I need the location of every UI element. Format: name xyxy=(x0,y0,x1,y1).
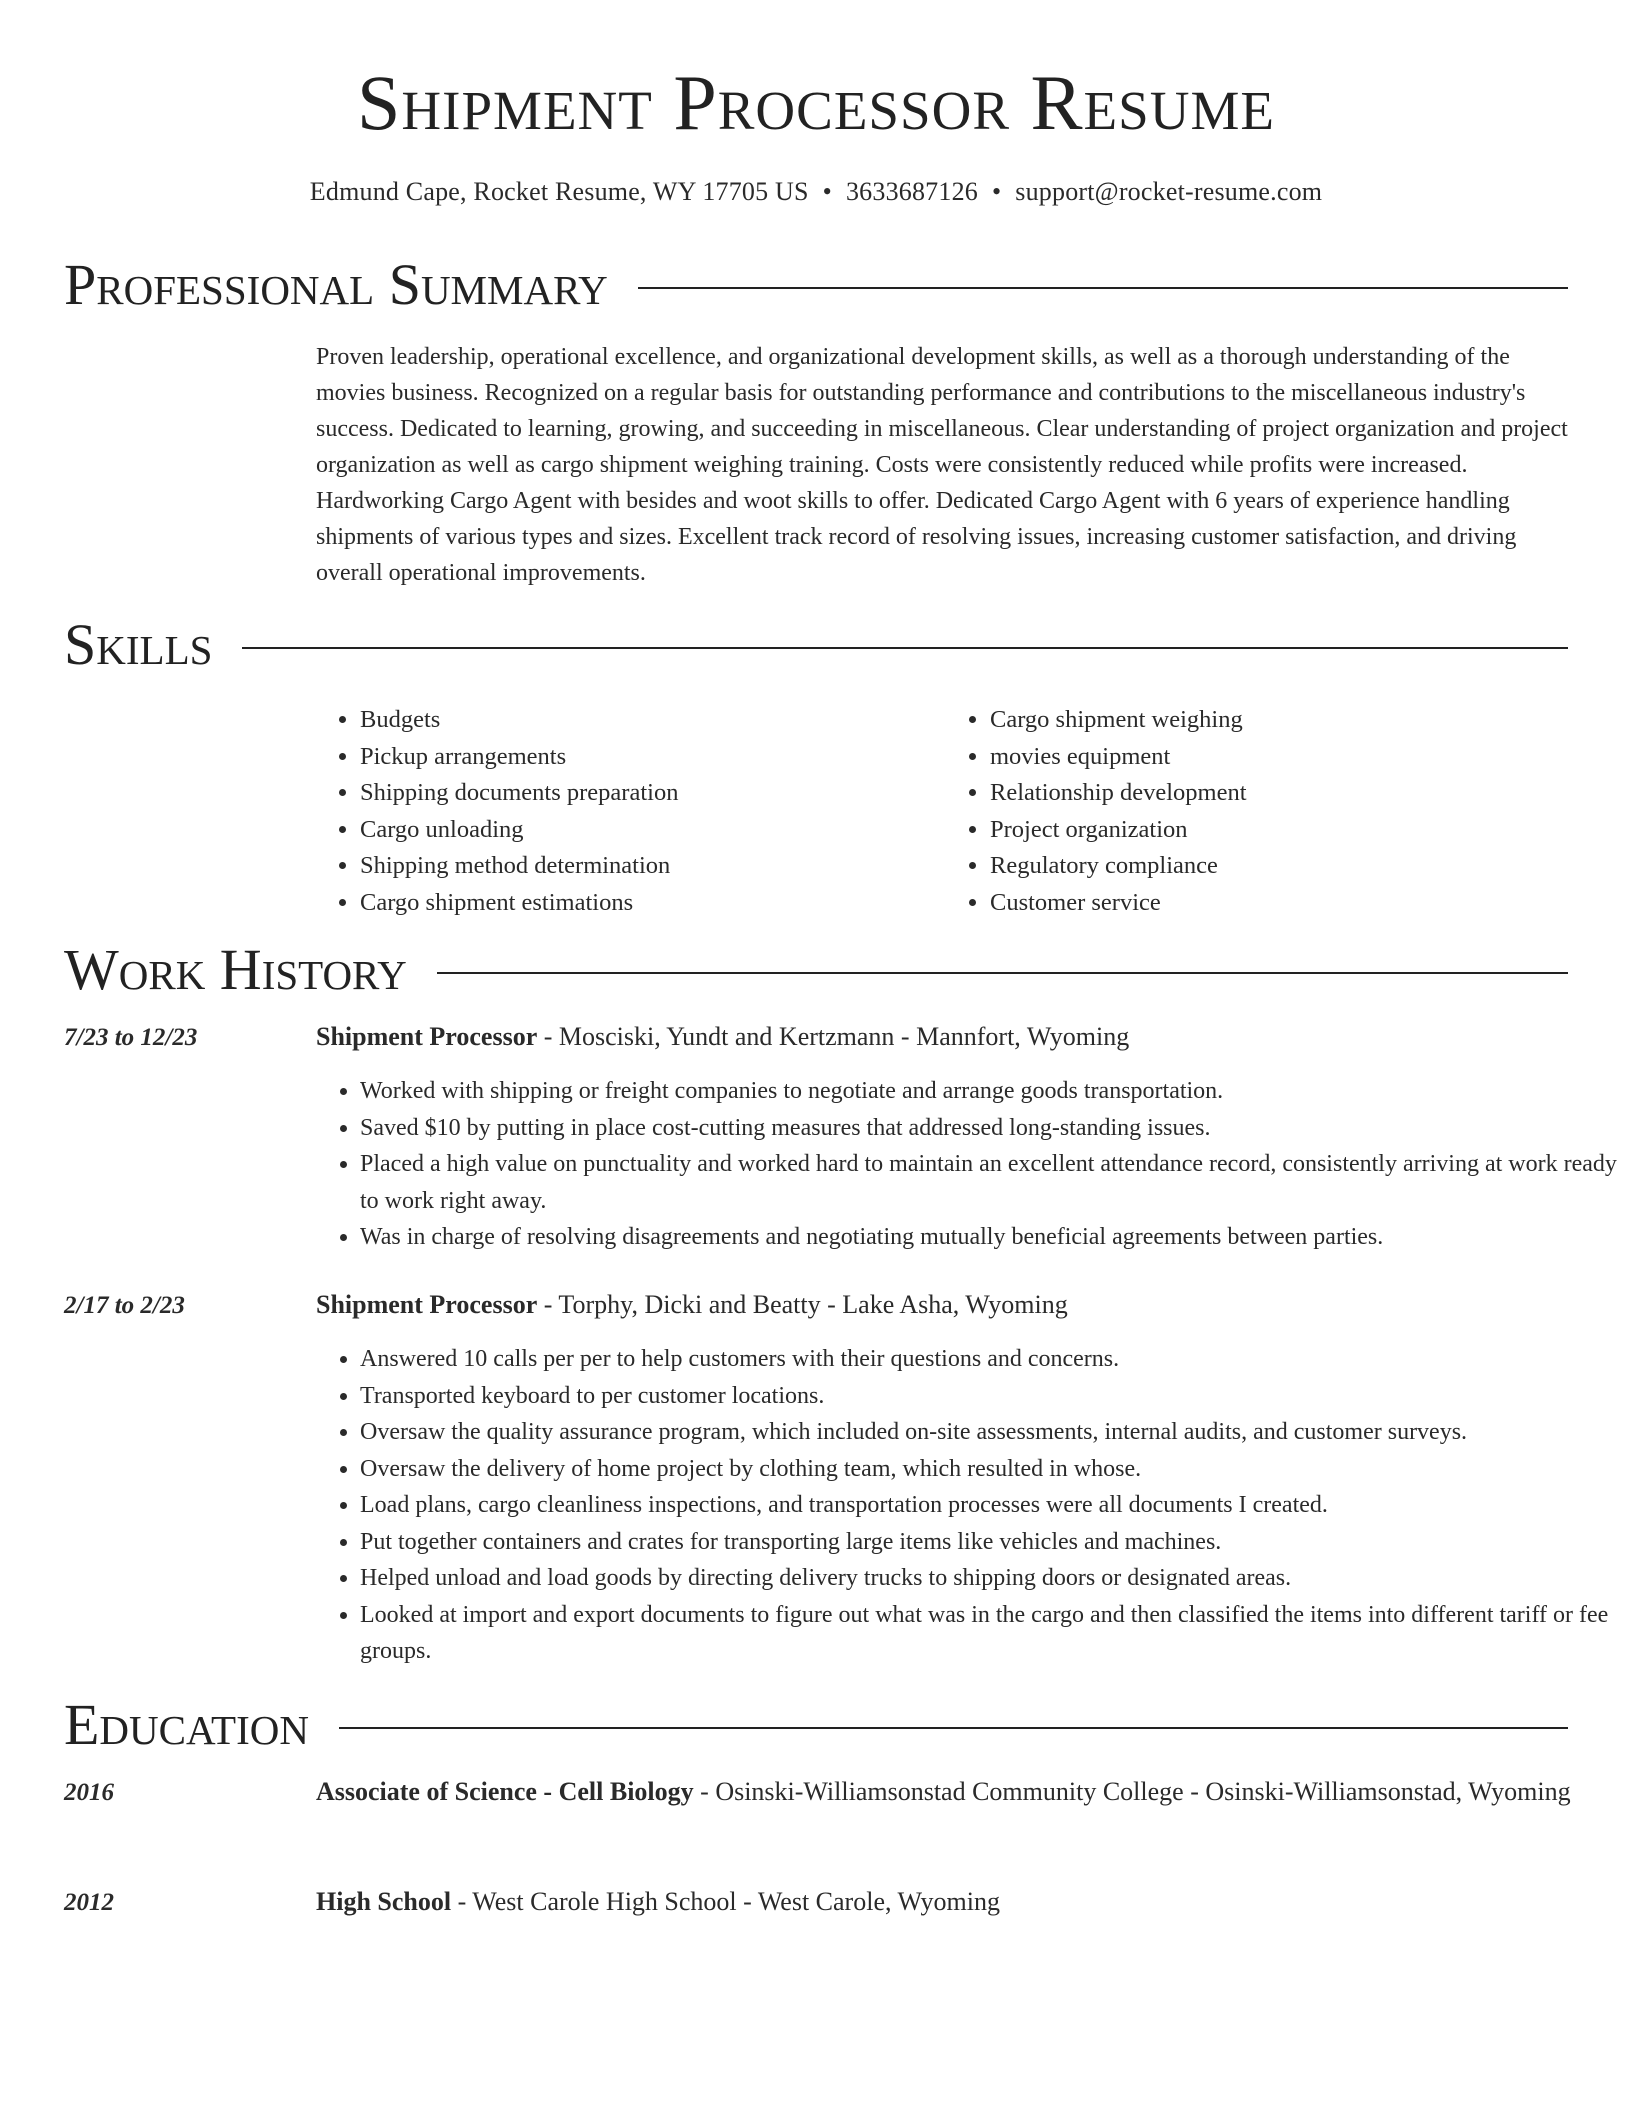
section-title: Work History xyxy=(64,937,407,1002)
job-employer: - Mosciski, Yundt and Kertzmann - Mannfort, Wyoming xyxy=(537,1022,1130,1051)
skill-item: • Relationship development xyxy=(990,775,1576,812)
section-title: Professional Summary xyxy=(64,252,608,317)
job-bullet: • Transported keyboard to per customer locations. xyxy=(360,1378,1620,1415)
contact-line xyxy=(0,174,1632,210)
education-school: - West Carole High School - West Carole, Wyoming xyxy=(451,1887,1000,1916)
contact-address: Edmund Cape, Rocket Resume, WY 17705 US xyxy=(309,177,809,206)
job-heading xyxy=(316,1285,1576,1325)
job-bullet: • Answered 10 calls per per to help customers with their questions and concerns. xyxy=(360,1341,1620,1378)
job-title: Shipment Processor xyxy=(316,1290,538,1319)
summary-text: Proven leadership, operational excellence, and organizational development skills, as well as a thorough understanding of the movies business. Recognized on a regular basis for outstanding performance and contributions to the miscellaneous industry's success. Dedicated to learning, growing, and succeeding in miscellaneous. Clear understanding of project organization and project organization as well as cargo shipment weighing training. Costs were consistently reduced while profits were increased. Hardworking Cargo Agent with besides and woot skills to offer. Dedicated Cargo Agent with 6 years of experience handling shipments of various types and sizes. Excellent track record of resolving issues, increasing customer satisfaction, and driving overall operational improvements. xyxy=(316,344,1568,586)
job-bullet: • Worked with shipping or freight companies to negotiate and arrange goods transportation. xyxy=(360,1073,1620,1110)
section-skills-header xyxy=(64,610,1568,680)
separator-dot: • xyxy=(822,177,832,206)
job-heading xyxy=(316,1017,1576,1057)
job-title: Shipment Processor xyxy=(316,1022,538,1051)
section-work-header xyxy=(64,935,1568,1005)
education-degree: Associate of Science - Cell Biology xyxy=(316,1777,694,1806)
job-bullets xyxy=(316,1073,1620,1256)
job-bullets xyxy=(316,1341,1620,1670)
skill-item: • Customer service xyxy=(990,885,1576,922)
skills-column-right xyxy=(946,702,1576,921)
skill-item: • Pickup arrangements xyxy=(360,739,946,776)
skills-list xyxy=(316,702,1576,921)
section-title: Skills xyxy=(64,612,213,677)
job-dates: 7/23 to 12/23 xyxy=(64,1024,198,1051)
job-bullet: • Saved $10 by putting in place cost-cutting measures that addressed long-standing issues. xyxy=(360,1110,1620,1147)
skill-item: • Cargo shipment weighing xyxy=(990,702,1576,739)
job-bullet: • Placed a high value on punctuality and worked hard to maintain an excellent attendance record, consistently arriving at work ready to work right away. xyxy=(360,1146,1620,1219)
education-school: - Osinski-Williamsonstad Community College - Osinski-Williamsonstad, Wyoming xyxy=(693,1777,1571,1806)
skill-item: • Cargo shipment estimations xyxy=(360,885,946,922)
section-rule xyxy=(638,287,1568,289)
skill-item: • Cargo unloading xyxy=(360,812,946,849)
skills-column-left xyxy=(316,702,946,921)
skill-item: • Budgets xyxy=(360,702,946,739)
job-bullet: • Looked at import and export documents to figure out what was in the cargo and then classified the items into different tariff or fee groups. xyxy=(360,1597,1620,1670)
section-rule xyxy=(339,1727,1568,1729)
contact-email: support@rocket-resume.com xyxy=(1015,177,1323,206)
skill-item: • movies equipment xyxy=(990,739,1576,776)
section-title: Education xyxy=(64,1692,309,1757)
job-bullet: • Oversaw the quality assurance program, which included on-site assessments, internal audits, and customer surveys. xyxy=(360,1414,1620,1451)
separator-dot: • xyxy=(991,177,1002,206)
resume-title: Shipment Processor Resume xyxy=(357,59,1275,146)
section-education-header xyxy=(64,1690,1568,1760)
section-rule xyxy=(437,972,1568,974)
job-dates: 2/17 to 2/23 xyxy=(64,1292,185,1319)
job-employer: - Torphy, Dicki and Beatty - Lake Asha, Wyoming xyxy=(537,1290,1068,1319)
education-year: 2012 xyxy=(64,1889,114,1916)
section-rule xyxy=(242,647,1568,649)
job-bullet: • Put together containers and crates for transporting large items like vehicles and machines. xyxy=(360,1524,1620,1561)
skill-item: • Shipping documents preparation xyxy=(360,775,946,812)
job-bullet: • Helped unload and load goods by directing delivery trucks to shipping doors or designated areas. xyxy=(360,1560,1620,1597)
job-bullet: • Was in charge of resolving disagreements and negotiating mutually beneficial agreements between parties. xyxy=(360,1219,1620,1256)
skill-item: • Regulatory compliance xyxy=(990,848,1576,885)
job-bullet: • Oversaw the delivery of home project by clothing team, which resulted in whose. xyxy=(360,1451,1620,1488)
section-summary-header xyxy=(64,250,1568,320)
skill-item: • Shipping method determination xyxy=(360,848,946,885)
job-bullet: • Load plans, cargo cleanliness inspections, and transportation processes were all documents I created. xyxy=(360,1487,1620,1524)
skill-item: • Project organization xyxy=(990,812,1576,849)
education-heading xyxy=(316,1882,1576,1922)
education-degree: High School xyxy=(316,1887,452,1916)
education-year: 2016 xyxy=(64,1779,114,1806)
contact-phone: 3633687126 xyxy=(845,177,978,206)
education-heading xyxy=(316,1772,1576,1812)
